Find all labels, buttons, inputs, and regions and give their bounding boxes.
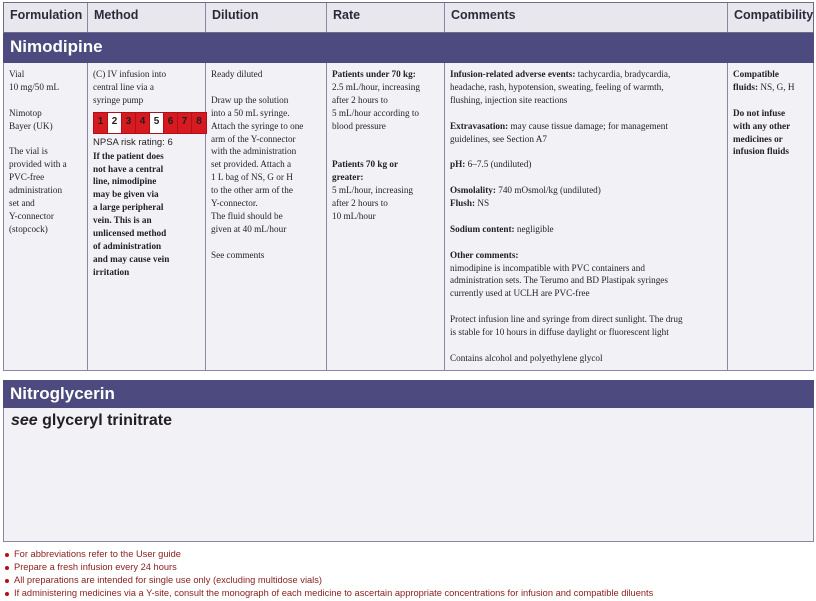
dilution-line: Attach the syringe to one — [211, 120, 304, 131]
method-line: central line via a — [93, 81, 154, 92]
method-note-line: may be given via — [93, 189, 159, 200]
method-note-line: a large peripheral — [93, 202, 164, 213]
dilution-line: to the other arm of the — [211, 185, 293, 196]
osmolality-value: Osmolality: 740 mOsmol/kg (undiluted) — [450, 185, 601, 196]
compat-warning-line: infusion fluids — [733, 146, 789, 157]
formulation-line: Bayer (UK) — [9, 120, 53, 131]
drug-row-nimodipine — [3, 63, 814, 371]
rate-line: after 2 hours to — [332, 198, 388, 209]
npsa-box-6: 6 — [164, 113, 178, 133]
drug-band-nitroglycerin — [3, 380, 814, 409]
compat-label: Compatible — [733, 69, 779, 79]
dilution-line: set provided. Attach a — [211, 159, 292, 170]
comment-line: headache, rash, hypotension, sweating, feeling of warmth, — [450, 81, 664, 92]
compat-warning-line: Do not infuse — [733, 107, 786, 118]
method-note-line: If the patient does — [93, 150, 164, 161]
compat-warning — [733, 107, 808, 159]
dilution-line: with the administration — [211, 146, 297, 157]
dilution-line: into a 50 mL syringe. — [211, 107, 290, 118]
dilution-line: The fluid should be — [211, 210, 283, 221]
see-reference: see glyceryl trinitrate — [11, 412, 172, 429]
dilution-line: See comments — [211, 249, 265, 260]
drug-band-nimodipine — [3, 33, 814, 63]
dilution-line: Y-connector. — [211, 198, 258, 209]
dilution-line: Draw up the solution — [211, 94, 289, 105]
ph-value: pH: 6–7.5 (undiluted) — [450, 159, 532, 170]
npsa-rating-label: NPSA risk rating: 6 — [93, 136, 173, 148]
drug-title: Nitroglycerin — [10, 384, 115, 403]
rate-under70-label: Patients under 70 kg: — [332, 69, 416, 79]
rate-line: after 2 hours to — [332, 94, 388, 105]
cell-method — [88, 63, 206, 370]
compat-warning-line: medicines or — [733, 133, 783, 144]
npsa-risk-scale — [93, 112, 207, 134]
method-line: syringe pump — [93, 94, 144, 105]
header-comments: Comments — [445, 3, 728, 32]
method-note — [93, 150, 200, 279]
formulation-line: set and — [9, 198, 35, 209]
dilution-line: 1 L bag of NS, G or H — [211, 172, 293, 183]
comment-line: Protect infusion line and syringe from direct sunlight. The drug — [450, 314, 683, 325]
rate-line: 10 mL/hour — [332, 210, 376, 221]
formulation-line: PVC-free — [9, 172, 45, 183]
method-note-line: unlicensed method — [93, 228, 167, 239]
cell-comments — [445, 63, 728, 370]
compat-warning-line: with any other — [733, 120, 791, 131]
header-dilution: Dilution — [206, 3, 327, 32]
formulation-line: administration — [9, 185, 63, 196]
method-note-line: irritation — [93, 266, 130, 277]
table-header-row — [3, 2, 814, 33]
npsa-box-2: 2 — [108, 113, 122, 133]
formulation-line: The vial is — [9, 146, 48, 157]
adverse-events: Infusion-related adverse events: tachycardia, bradycardia, — [450, 69, 671, 79]
formulation-line: Vial — [9, 69, 25, 79]
npsa-box-1: 1 — [94, 113, 108, 133]
drug-title: Nimodipine — [10, 37, 103, 56]
formulation-line: provided with a — [9, 159, 67, 170]
sodium-value: Sodium content: negligible — [450, 223, 554, 234]
comment-line: currently used at UCLH are PVC-free — [450, 288, 590, 299]
method-note-line: and may cause vein — [93, 253, 170, 264]
footnotes — [4, 548, 814, 600]
method-note-line: of administration — [93, 240, 162, 251]
comment-line: is stable for 10 hours in diffuse daylight or fluorescent light — [450, 327, 669, 338]
method-note-line: line, nimodipine — [93, 176, 157, 187]
other-comments-label: Other comments: — [450, 249, 519, 260]
formulation-line: 10 mg/50 mL — [9, 81, 60, 92]
formulation-line: Nimotop — [9, 107, 42, 118]
footnote: All preparations are intended for single use only (excluding multidose vials) — [4, 574, 814, 587]
rate-line: 5 mL/hour according to — [332, 107, 420, 118]
npsa-box-3: 3 — [122, 113, 136, 133]
footnote: If administering medicines via a Y-site, consult the monograph of each medicine to ascertain appropriate concentrations for infusion and compatible diluents — [4, 587, 814, 600]
formulation-line: (stopcock) — [9, 223, 48, 234]
comment-line: flushing, injection site reactions — [450, 94, 568, 105]
header-formulation: Formulation — [4, 3, 88, 32]
cell-compatibility — [728, 63, 813, 370]
dilution-line: Ready diluted — [211, 69, 263, 79]
dilution-line: given at 40 mL/hour — [211, 223, 287, 234]
cell-formulation — [4, 63, 88, 370]
comment-line: guidelines, see Section A7 — [450, 133, 547, 144]
drug-row-nitroglycerin — [3, 408, 814, 542]
rate-line: 2.5 mL/hour, increasing — [332, 81, 420, 92]
rate-over70-label: Patients 70 kg or — [332, 159, 399, 170]
npsa-box-7: 7 — [178, 113, 192, 133]
method-note-line: vein. This is an — [93, 215, 152, 226]
dilution-line: arm of the Y-connector — [211, 133, 296, 144]
footnote: For abbreviations refer to the User guide — [4, 548, 814, 561]
formulation-line: Y-connector — [9, 210, 54, 221]
header-compatibility: Compatibility — [734, 8, 814, 22]
comment-line: nimodipine is incompatible with PVC containers and — [450, 262, 645, 273]
rate-line: blood pressure — [332, 120, 386, 131]
rate-over70-label: greater: — [332, 172, 364, 183]
compat-fluids: fluids: NS, G, H — [733, 81, 795, 92]
npsa-box-8: 8 — [192, 113, 206, 133]
cell-rate — [327, 63, 445, 370]
comment-line: administration sets. The Terumo and BD Plastipak syringes — [450, 275, 668, 286]
footnote: Prepare a fresh infusion every 24 hours — [4, 561, 814, 574]
header-method: Method — [88, 3, 206, 32]
npsa-box-5: 5 — [150, 113, 164, 133]
flush-value: Flush: NS — [450, 198, 490, 209]
rate-line: 5 mL/hour, increasing — [332, 185, 414, 196]
extravasation: Extravasation: may cause tissue damage; for management — [450, 120, 668, 131]
npsa-box-4: 4 — [136, 113, 150, 133]
method-note-line: not have a central — [93, 163, 164, 174]
header-rate: Rate — [327, 3, 445, 32]
comment-line: Contains alcohol and polyethylene glycol — [450, 352, 603, 363]
cell-dilution — [206, 63, 327, 370]
method-line: (C) IV infusion into — [93, 69, 167, 79]
